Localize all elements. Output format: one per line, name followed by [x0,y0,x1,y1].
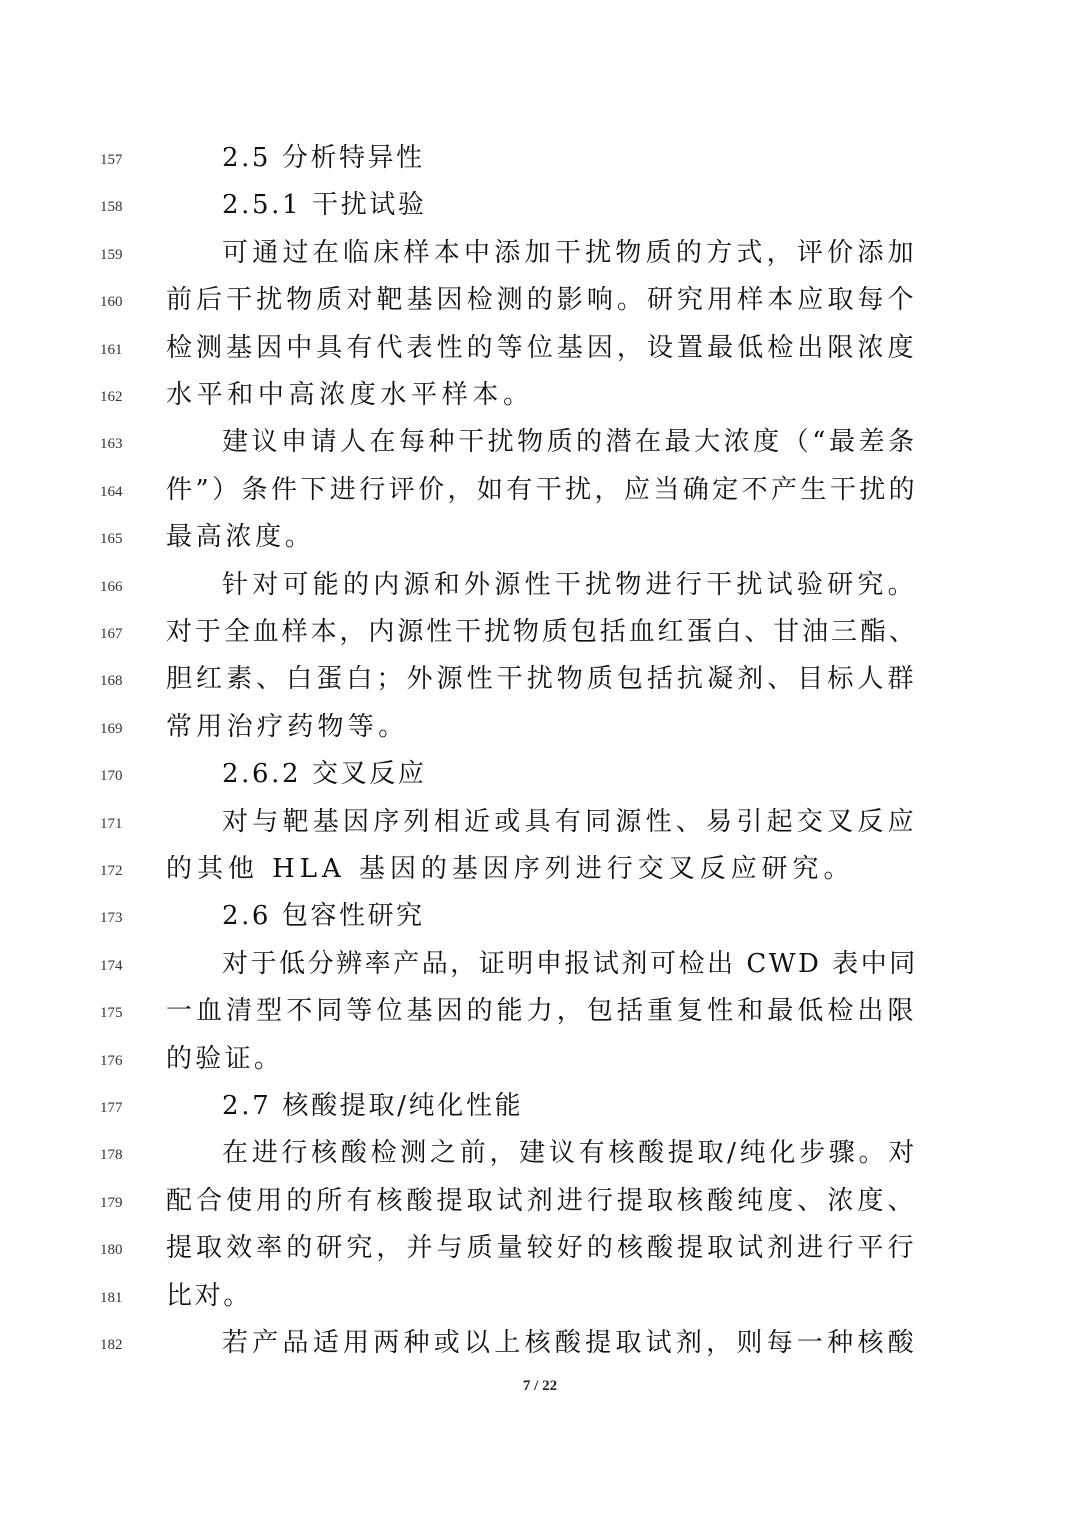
line-number: 171 [100,815,123,832]
line-text: 提取效率的研究，并与质量较好的核酸提取试剂进行平行 [166,1233,918,1264]
document-line [0,328,1080,375]
line-text: 针对可能的内源和外源性干扰物进行干扰试验研究。 [222,569,918,600]
line-text: 检测基因中具有代表性的等位基因，设置最低检出限浓度 [166,332,918,363]
line-number: 176 [100,1052,123,1069]
line-number: 162 [100,389,123,405]
document-line [0,517,1080,564]
line-number: 166 [100,578,123,595]
line-text: 的其他 HLA 基因的基因序列进行交叉反应研究。 [166,854,855,884]
document-line [0,896,1080,943]
line-number: 182 [100,1337,123,1353]
line-number: 169 [100,720,123,737]
line-number: 158 [100,199,123,216]
page-number: 7 / 22 [522,1378,558,1394]
document-line [0,233,1080,280]
line-number: 179 [100,1194,123,1211]
line-number: 173 [100,910,123,927]
section-heading: 2.5.1 干扰试验 [222,190,427,221]
document-line [0,470,1080,517]
line-text: 一血清型不同等位基因的能力，包括重复性和最低检出限 [166,996,918,1027]
line-number: 160 [100,294,123,311]
document-line [0,565,1080,612]
section-heading: 2.5 分析特异性 [222,143,425,173]
line-text: 配合使用的所有核酸提取试剂进行提取核酸纯度、浓度、 [166,1185,918,1216]
line-number: 175 [100,1005,123,1022]
line-number: 170 [100,768,123,785]
line-number: 177 [100,1100,123,1116]
section-heading: 2.6 包容性研究 [222,901,425,932]
document-line [0,375,1080,422]
document-line [0,185,1080,232]
document-line [0,1039,1080,1086]
document-line [0,991,1080,1038]
line-text: 建议申请人在每种干扰物质的潜在最大浓度（“最差条 [222,427,918,458]
line-text: 常用治疗药物等。 [166,711,409,742]
document-line [0,280,1080,327]
line-number: 159 [100,246,123,263]
document-line [0,138,1080,185]
line-text: 最高浓度。 [166,522,315,553]
document-line [0,754,1080,801]
line-text: 件”）条件下进行评价，如有干扰，应当确定不产生干扰的 [166,474,919,505]
line-number: 164 [100,483,123,500]
document-line [0,944,1080,991]
line-text: 胆红素、白蛋白；外源性干扰物质包括抗凝剂、目标人群 [166,664,918,695]
section-heading: 2.6.2 交叉反应 [222,759,427,790]
document-line [0,1133,1080,1180]
line-text: 在进行核酸检测之前，建议有核酸提取/纯化步骤。对 [222,1138,918,1169]
line-number: 178 [100,1147,123,1164]
line-number: 180 [100,1242,123,1259]
line-text: 可通过在临床样本中添加干扰物质的方式，评价添加 [222,237,918,268]
line-number: 168 [100,673,123,690]
document-line [0,1323,1080,1370]
document-line [0,1228,1080,1275]
document-line [0,1086,1080,1133]
line-text: 前后干扰物质对靶基因检测的影响。研究用样本应取每个 [166,285,918,316]
line-number: 167 [100,626,123,642]
line-text: 对与靶基因序列相近或具有同源性、易引起交叉反应 [222,806,918,837]
line-number: 157 [100,152,123,168]
line-text: 对于低分辨率产品，证明申报试剂可检出 CWD 表中同 [222,948,918,979]
document-line [0,422,1080,469]
document-line [0,1276,1080,1323]
document-line [0,849,1080,896]
line-number: 161 [100,341,123,358]
line-number: 172 [100,863,123,879]
document-line [0,659,1080,706]
line-text: 若产品适用两种或以上核酸提取试剂，则每一种核酸 [222,1328,918,1358]
line-text: 比对。 [166,1280,252,1311]
section-heading: 2.7 核酸提取/纯化性能 [222,1091,524,1121]
line-number: 163 [100,436,123,453]
line-text: 的验证。 [166,1043,284,1074]
document-line [0,1181,1080,1228]
document-line [0,707,1080,754]
line-number: 174 [100,957,123,974]
line-number: 165 [100,531,123,548]
document-line [0,612,1080,659]
document-line [0,802,1080,849]
line-text: 水平和中高浓度水平样本。 [166,380,534,410]
line-text: 对于全血样本，内源性干扰物质包括血红蛋白、甘油三酯、 [166,617,918,647]
line-number: 181 [100,1289,123,1306]
